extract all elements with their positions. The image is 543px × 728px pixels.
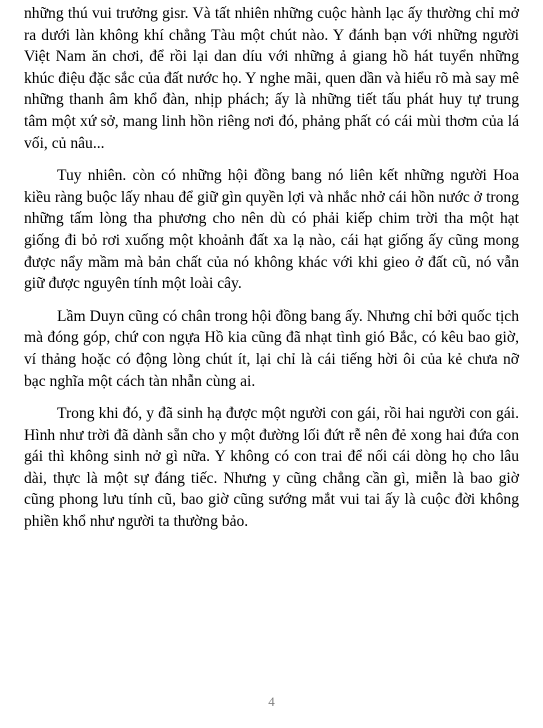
paragraph-4: Trong khi đó, y đã sinh hạ được một người con gái, rồi hai người con gái. Hình như trời đã dành sẵn cho y một đường lối đứt rễ nên đẻ xong hai đứa con gái thì không sinh nở gì nữa. Y không có con trai để nối cái dòng họ cho lâu dài, thực là một sự đáng tiếc. Nhưng y cũng chẳng cần gì, miễn là bao giờ cũng phong lưu tính cũ, bao giờ cũng sướng mắt vui tai ấy là cuộc đời không phiền khổ như người ta thường bảo. (24, 405, 519, 531)
body-text (24, 3, 519, 544)
paragraph-2: Tuy nhiên. còn có những hội đồng bang nó liên kết những người Hoa kiều ràng buộc lấy nhau để giữ gìn quyền lợi và nhắc nhở cái hồn nước ở trong những tấm lòng tha phương cho nên dù có phải kiếp chim trời tha một hạt giống đi bỏ rơi xuống một khoảnh đất xa lạ nào, cái hạt giống ấy cũng mong được nẩy mầm mà bản chất của nó không khác với khi gieo ở đất cũ, nó vẫn giữ được nguyên tính một loài cây. (24, 167, 519, 293)
paragraph-1: những thú vui trưởng gisr. Và tất nhiên những cuộc hành lạc ấy thường chỉ mở ra dưới làn không khí chẳng Tàu một chút nào. Y đánh bạn với những người Việt Nam ăn chơi, để rồi lại dan díu với những ả giang hồ hát tuyển những khúc điệu đặc sắc của đất nước họ. Y nghe mãi, quen dần và hiểu rõ mà say mê những thanh âm khổ đàn, nhịp phách; ấy là những tiết tấu phát huy tự trung tâm một xứ sở, mang linh hồn riêng nơi đó, phảng phất có cái mùi thơm của lá vối, củ nâu... (24, 5, 519, 152)
paragraph-3: Lầm Duyn cũng có chân trong hội đồng bang ấy. Nhưng chỉ bởi quốc tịch mà đóng góp, chứ con ngựa Hồ kia cũng đã nhạt tình gió Bắc, có kêu bao giờ, ví thảng hoặc có động lòng chút ít, lại chỉ là cái tiếng hời ôi của kẻ chưa nỡ bạc nghĩa một cách tàn nhẫn cùng ai. (24, 307, 519, 390)
page-number: 4 (268, 694, 275, 709)
